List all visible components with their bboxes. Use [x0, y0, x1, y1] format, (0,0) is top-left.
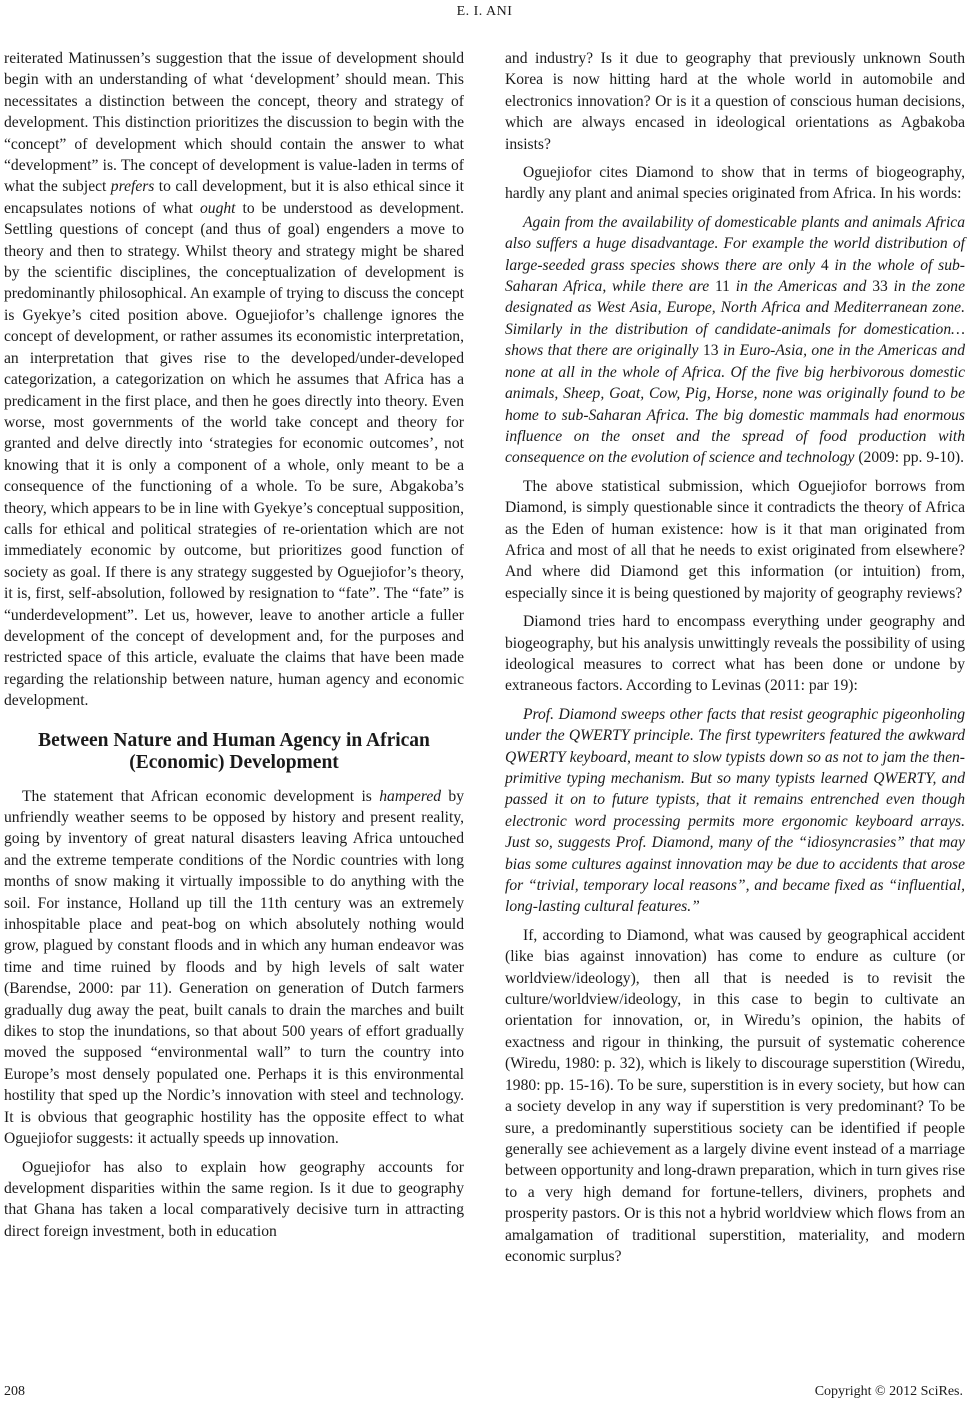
paragraph: If, according to Diamond, what was caused by geographical accident (like bias against innovation) has come to endure as culture (or worldview/ideology), then all that is needed is to revisit the culture/worldview/ideology, in this case to begin to cultivate an orientation for innovation, or, in Wiredu’s opinion, the habits of exactness and rigour in thinking, the pursuit of systematic coherence (Wiredu, 1980: p. 32), which is likely to discourage superstition (Wiredu, 1980: pp. 15-16). To be sure, superstition is in every society, but how can a society develop in any way if superstition is very predominant? To be sure, a predominantly superstitious society can be identified if people generally see achievement as a largely divine event instead of a marriage between opportunity and long-drawn preparation, which in turn gives rise to a very high demand for fortune-tellers, diviners, prophets and prosperity pastors. Or is this not a hybrid worldview which flows from an amalgamation of traditional superstition, materiality, and modern economic surplus?	[505, 926, 965, 1265]
section-heading	[4, 730, 464, 774]
section-heading-line-1: Between Nature and Human Agency in African	[38, 729, 430, 751]
paragraph: Oguejiofor has also to explain how geography accounts for development disparities within the same region. Is it due to geography that Ghana has taken a local comparatively decisive turn in attracting direct foreign investment, both in education	[4, 1158, 464, 1240]
paragraph: Diamond tries hard to encompass everything under geography and biogeography, but his analysis unwittingly reveals the possibility of using ideological measures to correct what has been done or undone by extraneous factors. According to Levinas (2011: par 19):	[505, 613, 965, 695]
paragraph: reiterated Matinussen’s suggestion that the issue of development should begin with an understanding of what ‘development’ should mean. This necessitates a distinction between the concept, theory and strategy of development. This distinction prioritizes the discussion to begin with the “concept” of development which should contain the answer to what “development” is. The concept of development is value-laden in terms of what the subject prefers to call development, but it is also ethical since it encapsulates notions of what ought to be understood as development. Settling questions of concept (and thus of goal) engenders a move to theory and then to strategy. Whilst theory and strategy might be shared by the scientific disciplines, the conceptualization of development is predominantly philosophical. An example of trying to discuss the concept is Gyekye’s cited position above. Oguejiofor’s challenge ignores the concept of development, or rather assumes its economistic interpretation, an interpretation that gives rise to the developed/under-developed categorization, a categorization on which he assumes that Africa has a predicament in the first place, and then he goes directly into theory. Even worse, most governments of the world take concept and theory for granted and delve directly into ‘strategies for economic outcomes’, not knowing that it is only a component of a whole, only meant to be a consequence of the functioning of a whole. To be sure, Abgakoba’s theory, which appears to be in line with Gyekye’s conceptual supposition, calls for ethical and political strategies of re-orientation which are not immediately economic by outcome, but prioritizes good function of society as goal. If there is any strategy suggested by Oguejiofor’s theory, it is, first, self-absolution, followed by resignation to “fate”. The “fate” is “underdevelopment”. Let us, however, leave to another article a fuller development of the concept of development and, for the purposes and restricted space of this article, evaluate the claims that have been made regarding the relationship between nature, human agency and economic development.	[4, 50, 464, 710]
block-quote: Again from the availability of domesticable plants and animals Africa also suffers a huge disadvantage. For example the world distribution of large-seeded grass species shows there are only 4 in the whole of sub-Saharan Africa, while there are 11 in the Americas and 33 in the zone designated as West Asia, Europe, North Africa and Mediterranean zone. Similarly in the distribution of candidate-animals for domestication… shows that there are originally 13 in Euro-Asia, one in the Americas and none at all in the whole of Africa. Of the five big herbivorous domestic animals, Sheep, Goat, Cow, Pig, Horse, none was originally found to be home to sub-Saharan Africa. The big domestic mammals had enormous influence on the onset and the spread of food production with consequence on the evolution of science and technology (2009: pp. 9-10).	[505, 213, 965, 467]
block-quote: Prof. Diamond sweeps other facts that resist geographic pigeonholing under the QWERTY principle. The first typewriters featured the awkward QWERTY keyboard, meant to slow typists down so as not to jam the then-primitive typing mechanism. But so many typists learned QWERTY, and passed it on to future typists, that it remains entrenched even though electronic word processing permits more ergonomic keyboard arrays. Just so, suggests Prof. Diamond, many of the “idiosyncrasies” that may bias some cultures against innovation may be due to accidents that arose for “trivial, temporary local reasons”, and became fixed as “influential, long-lasting cultural features.”	[505, 705, 965, 916]
copyright-notice: Copyright © 2012 SciRes.	[814, 1384, 963, 1399]
page-number: 208	[4, 1384, 25, 1399]
paragraph: The above statistical submission, which Oguejiofor borrows from Diamond, is simply questionable since it contradicts the theory of Africa as the Eden of human existence: how is it that man originated from Africa and most of all that he needs to exist originated from elsewhere? And where did Diamond get this information (or intuition) from, especially since it is being questioned by majority of geography reviews?	[505, 477, 965, 602]
running-head: E. I. ANI	[456, 4, 513, 19]
left-column	[4, 48, 464, 1249]
section-heading-line-2: (Economic) Development	[129, 751, 339, 773]
paragraph: The statement that African economic development is hampered by unfriendly weather seems to be opposed by history and present reality, going by inventory of great natural disasters leaving Africa untouched and the extreme temperate conditions of the Nordic countries with long months of snow making it virtually impossible to do anything with the soil. For instance, Holland up till the 11th century was an extremely inhospitable place and peat-bog on which absolutely nothing would grow, plagued by constant floods and in which any human endeavor was time and time ruined by floods and by high levels of salt water (Barendse, 2000: par 11). Generation on generation of Dutch farmers gradually dug away the peat, built canals to drain the marches and built dikes to stop the inundations, so that about 500 years of effort gradually moved the supposed “environmental wall” to turn the country into Europe’s most densely populated one. Perhaps it is this environmental hostility that sped up the Nordic’s innovation with steel and technology. It is obvious that geographic hostility has the opposite effect to what Oguejiofor suggests: it actually speeds up innovation.	[4, 787, 464, 1148]
citation: (2009: pp. 9-10).	[858, 449, 965, 467]
right-column	[505, 48, 965, 1274]
paragraph: and industry? Is it due to geography that previously unknown South Korea is now hitting hard at the whole world in automobile and electronics innovation? Or is it a question of conscious human decisions, which are always encased in ideological orientations as Agbakoba insists?	[505, 50, 965, 153]
paragraph: Oguejiofor cites Diamond to show that in terms of biogeography, hardly any plant and animal species originated from Africa. In his words:	[505, 164, 965, 203]
